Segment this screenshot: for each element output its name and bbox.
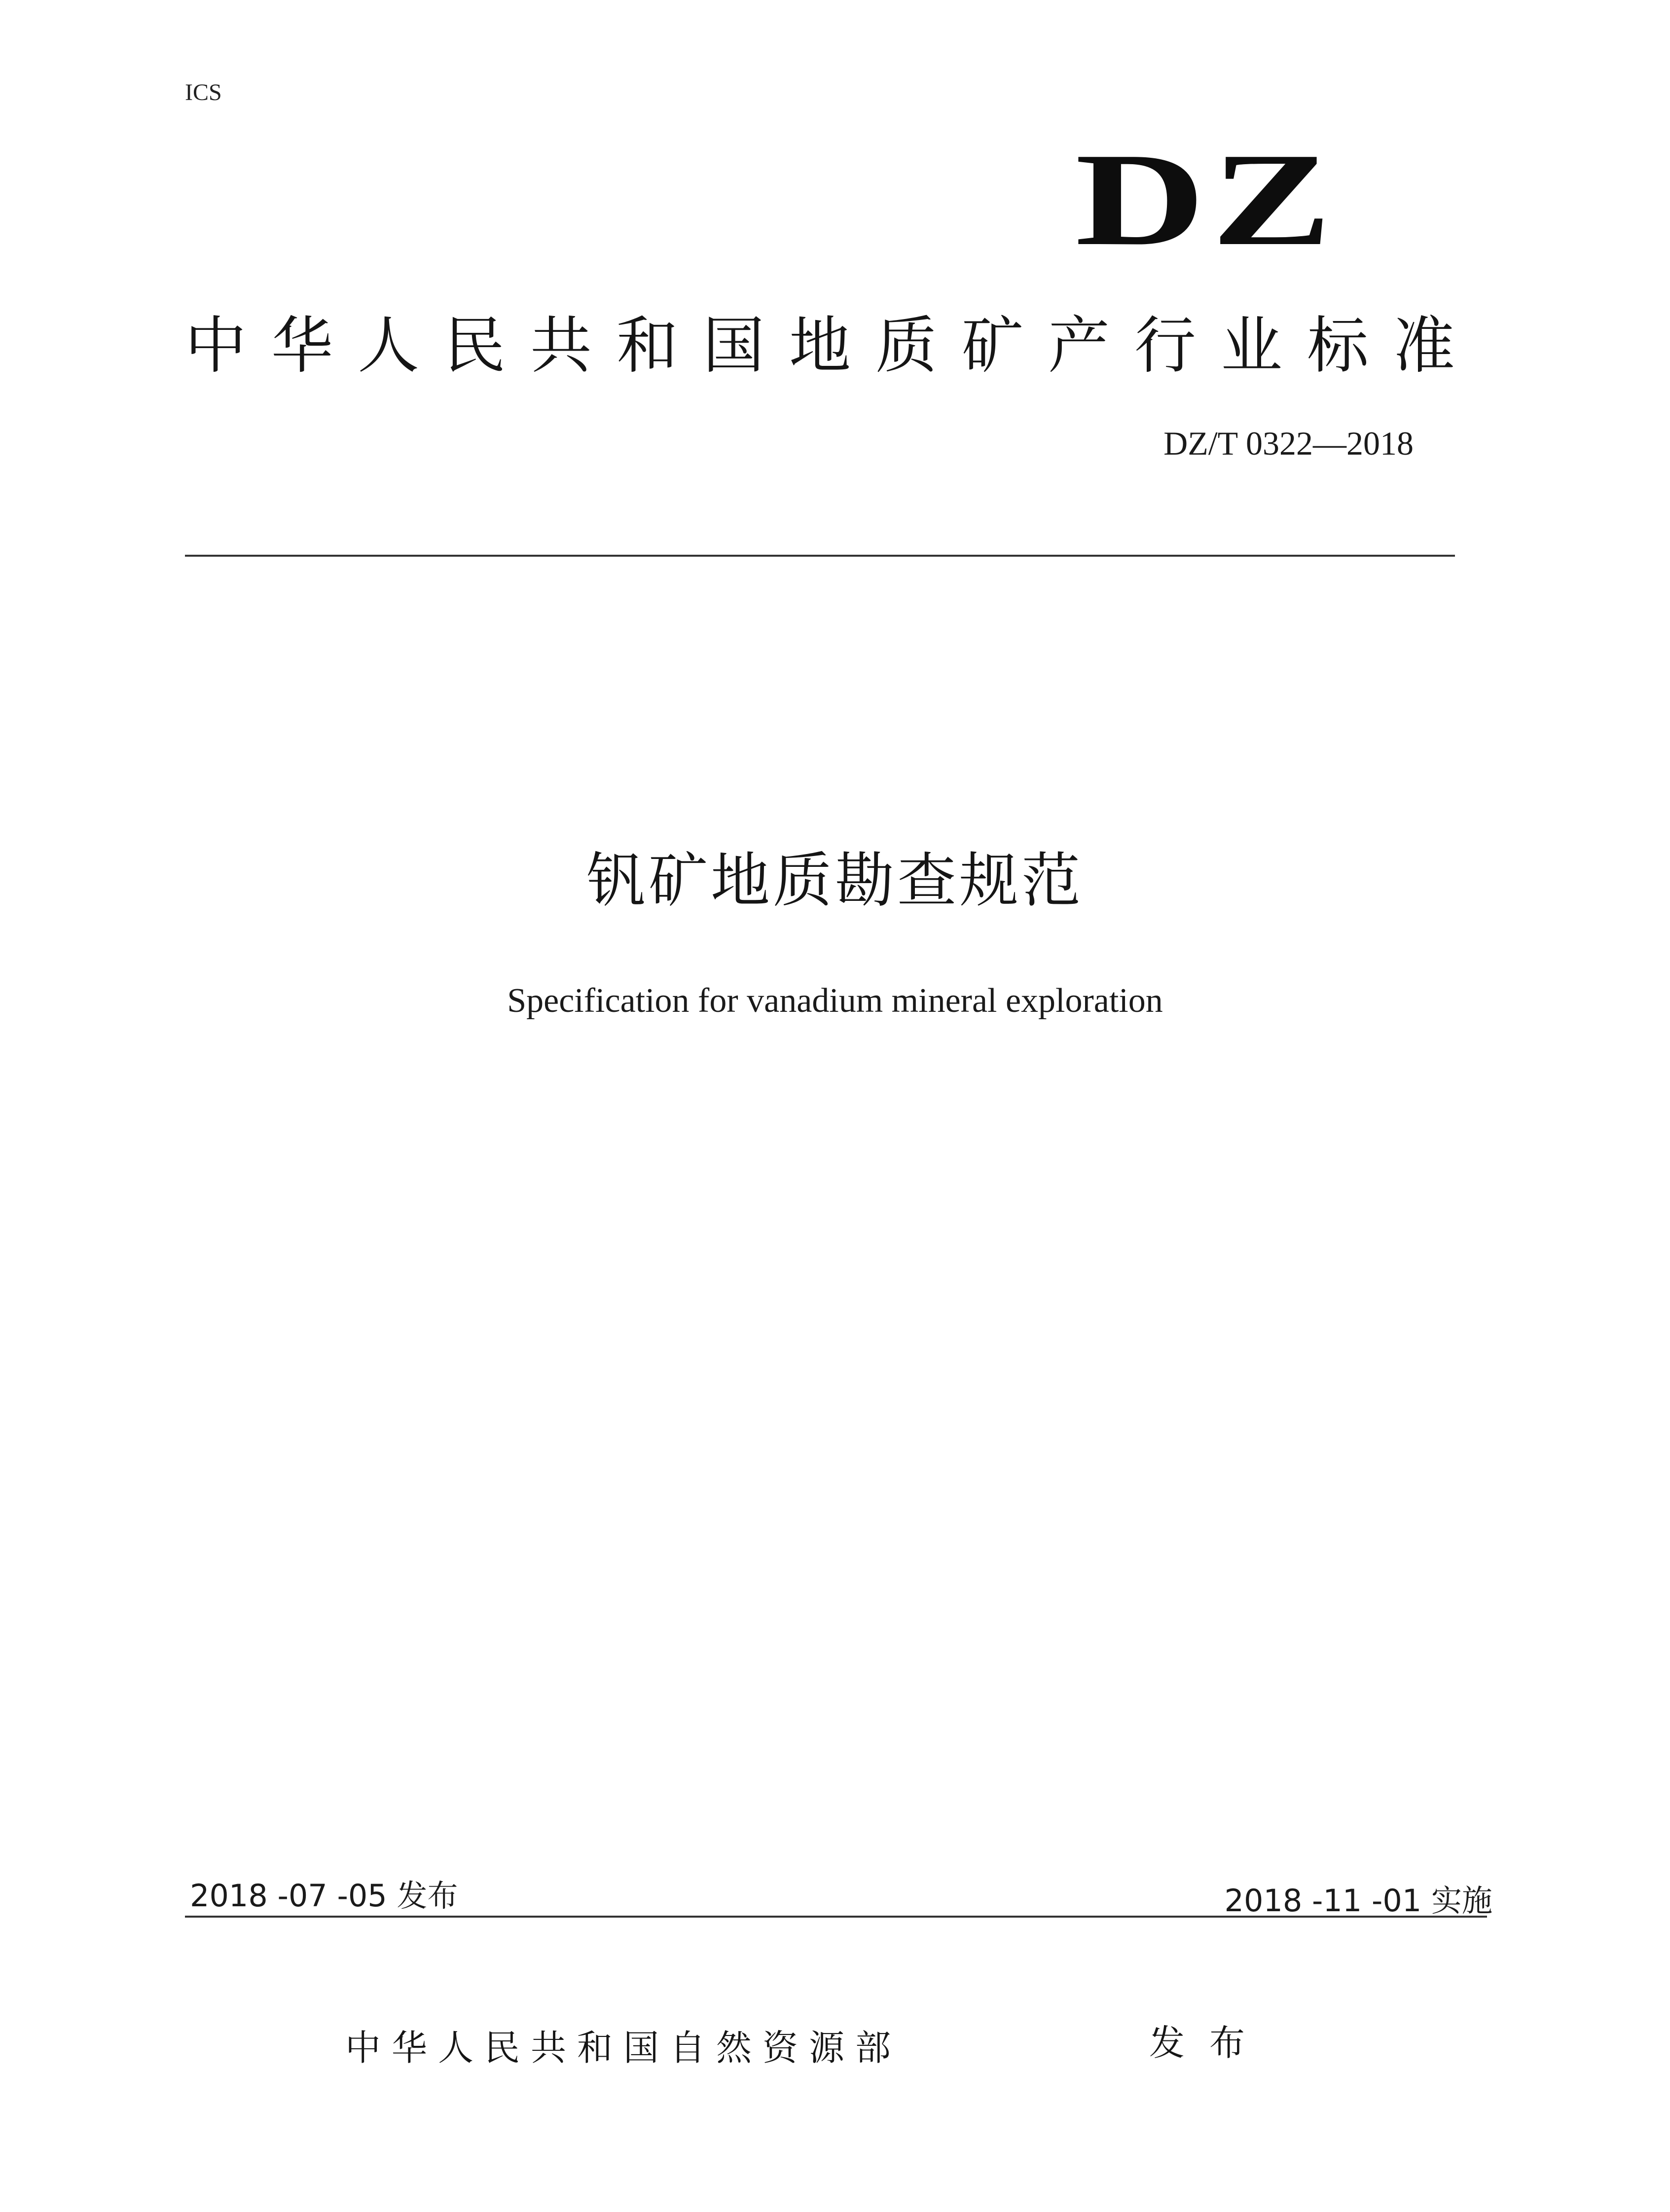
implementation-date: 2018 -11 -01 实施 bbox=[1224, 1883, 1492, 1919]
standard-number: DZ/T 0322—2018 bbox=[1163, 425, 1414, 462]
bottom-divider bbox=[185, 1916, 1487, 1918]
ics-label: ICS bbox=[185, 79, 222, 106]
document-title-chinese: 钒矿地质勘查规范 bbox=[586, 847, 1084, 915]
document-title-english: Specification for vanadium mineral exploration bbox=[507, 982, 1163, 1020]
publish-label: 发布 bbox=[1149, 2022, 1270, 2064]
agency-title: 中华人民共和国地质矿产行业标准 bbox=[185, 310, 1480, 382]
publisher-name: 中华人民共和国自然资源部 bbox=[345, 2027, 902, 2069]
top-divider bbox=[185, 555, 1455, 557]
issue-date: 2018 -07 -05 发布 bbox=[190, 1878, 458, 1914]
dz-logo: DZ bbox=[1075, 126, 1339, 273]
